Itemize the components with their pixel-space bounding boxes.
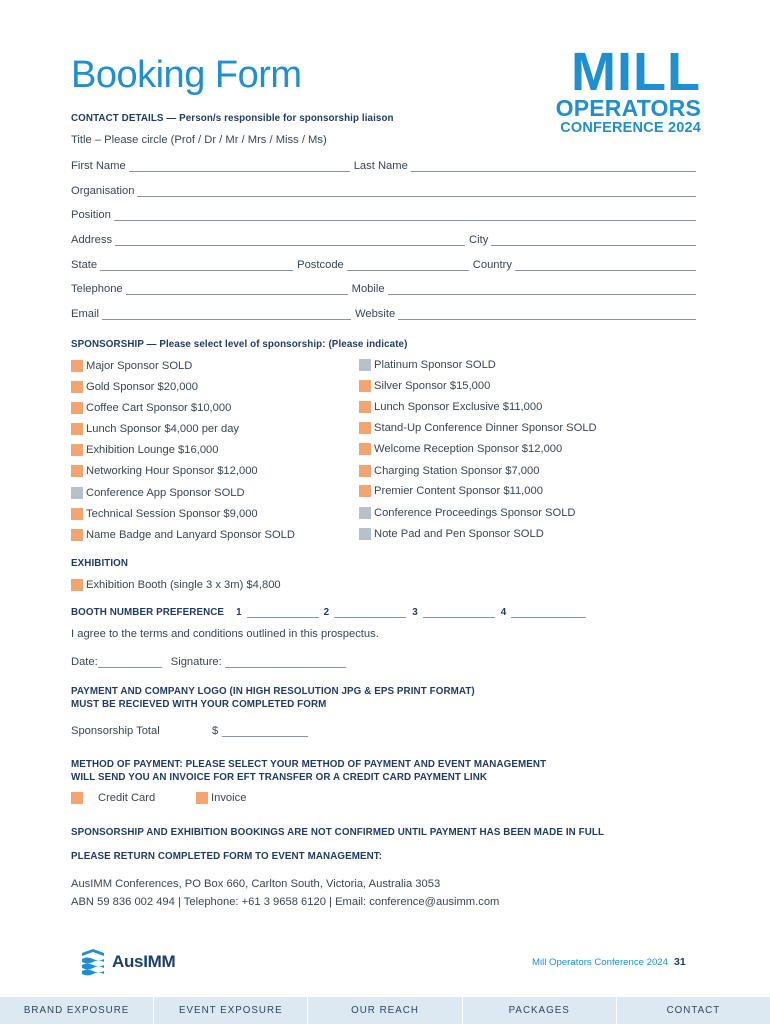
city-label: City xyxy=(469,234,489,246)
sponsorship-option-label: Platinum Sponsor SOLD xyxy=(374,359,496,371)
state-row xyxy=(71,255,696,271)
sponsorship-option[interactable] xyxy=(359,400,542,414)
ausimm-wordmark: AusIMM xyxy=(112,952,176,971)
sponsorship-heading: SPONSORSHIP — Please select level of sponsorship: (Please indicate) xyxy=(71,339,408,350)
checkbox-icon[interactable] xyxy=(71,360,83,372)
sponsorship-option[interactable] xyxy=(359,464,539,478)
booth-choice-4-label: 4 xyxy=(500,607,507,618)
logo-line-2: OPERATORS xyxy=(555,95,701,121)
position-row xyxy=(71,205,696,221)
address-field[interactable] xyxy=(115,235,465,246)
sponsorship-option-label: Premier Content Sponsor $11,000 xyxy=(374,485,543,497)
checkbox-icon[interactable] xyxy=(71,529,83,541)
checkbox-icon[interactable] xyxy=(359,401,371,413)
checkbox-icon[interactable] xyxy=(71,381,83,393)
payment-method-heading-1: METHOD OF PAYMENT: PLEASE SELECT YOUR METHOD OF PAYMENT AND EVENT MANAGEMENT xyxy=(71,759,547,770)
sponsorship-option-label: Lunch Sponsor $4,000 per day xyxy=(86,423,240,435)
checkbox-icon[interactable] xyxy=(71,579,83,591)
checkbox-icon[interactable] xyxy=(71,444,83,456)
country-field[interactable] xyxy=(515,260,696,271)
booth-preference-row xyxy=(71,607,586,618)
sponsorship-option[interactable] xyxy=(359,484,543,498)
not-confirmed-notice: SPONSORSHIP AND EXHIBITION BOOKINGS ARE NOT CONFIRMED UNTIL PAYMENT HAS BEEN MADE IN FULL xyxy=(71,827,605,838)
ausimm-logo xyxy=(79,948,175,976)
sponsorship-option[interactable] xyxy=(71,380,198,394)
checkbox-icon[interactable] xyxy=(71,487,83,499)
postcode-field[interactable] xyxy=(347,260,469,271)
sponsorship-total-row xyxy=(212,725,308,737)
terms-agreement: I agree to the terms and conditions outlined in this prospectus. xyxy=(71,628,379,640)
checkbox-icon[interactable] xyxy=(359,359,371,371)
sponsorship-option-label: Lunch Sponsor Exclusive $11,000 xyxy=(374,401,543,413)
nav-tab-packages[interactable]: PACKAGES xyxy=(463,997,617,1024)
position-field[interactable] xyxy=(114,210,696,221)
nav-tab-our-reach[interactable]: OUR REACH xyxy=(308,997,462,1024)
booth-choice-4-field[interactable] xyxy=(511,608,586,618)
invoice-option[interactable] xyxy=(196,791,246,805)
checkbox-icon[interactable] xyxy=(71,792,83,804)
address-row xyxy=(71,230,696,246)
sponsorship-option[interactable] xyxy=(359,421,597,435)
email-field[interactable] xyxy=(102,309,351,320)
page-number: 31 xyxy=(673,956,686,968)
sponsorship-option-label: Welcome Reception Sponsor $12,000 xyxy=(374,443,563,455)
return-form-notice: PLEASE RETURN COMPLETED FORM TO EVENT MANAGEMENT: xyxy=(71,851,383,862)
sponsorship-option[interactable] xyxy=(71,486,245,500)
telephone-field[interactable] xyxy=(126,284,348,295)
sponsorship-option[interactable] xyxy=(359,379,490,393)
sponsorship-option[interactable] xyxy=(359,527,544,541)
telephone-row xyxy=(71,279,696,295)
date-label: Date: xyxy=(71,656,98,668)
credit-card-option[interactable] xyxy=(71,791,155,805)
checkbox-icon[interactable] xyxy=(359,380,371,392)
last-name-field[interactable] xyxy=(411,161,696,172)
website-label: Website xyxy=(354,308,396,320)
website-field[interactable] xyxy=(398,309,696,320)
sponsorship-option-label: Exhibition Lounge $16,000 xyxy=(86,444,219,456)
sponsorship-option-label: Technical Session Sponsor $9,000 xyxy=(86,508,258,520)
address-label: Address xyxy=(71,234,113,246)
footer-conference-name: Mill Operators Conference 2024 xyxy=(532,957,668,968)
payment-logo-heading-2: MUST BE RECIEVED WITH YOUR COMPLETED FORM xyxy=(71,699,327,710)
sponsorship-option[interactable] xyxy=(71,422,239,436)
signature-field[interactable] xyxy=(225,658,346,668)
mobile-field[interactable] xyxy=(388,284,696,295)
payment-method-heading-2: WILL SEND YOU AN INVOICE FOR EFT TRANSFER OR A CREDIT CARD PAYMENT LINK xyxy=(71,772,488,783)
sponsorship-option-label: Conference Proceedings Sponsor SOLD xyxy=(374,507,576,519)
ausimm-wave-icon xyxy=(79,948,107,976)
nav-tab-brand-exposure[interactable]: BRAND EXPOSURE xyxy=(0,997,154,1024)
sponsorship-option[interactable] xyxy=(359,442,562,456)
booth-choice-2-field[interactable] xyxy=(334,608,406,618)
page-footer xyxy=(532,956,686,968)
booth-preference-label: BOOTH NUMBER PREFERENCE xyxy=(71,607,225,618)
country-label: Country xyxy=(472,259,512,271)
checkbox-icon[interactable] xyxy=(71,465,83,477)
currency-symbol: $ xyxy=(212,725,219,737)
name-row xyxy=(71,156,696,172)
state-label: State xyxy=(71,259,98,271)
sponsorship-option-label: Stand-Up Conference Dinner Sponsor SOLD xyxy=(374,422,597,434)
organisation-label: Organisation xyxy=(71,185,135,197)
nav-tab-event-exposure[interactable]: EVENT EXPOSURE xyxy=(154,997,308,1024)
sponsorship-option-label: Coffee Cart Sponsor $10,000 xyxy=(86,402,232,414)
checkbox-icon[interactable] xyxy=(359,485,371,497)
bottom-navigation xyxy=(0,997,770,1024)
checkbox-icon[interactable] xyxy=(71,423,83,435)
date-field[interactable] xyxy=(98,658,162,668)
first-name-field[interactable] xyxy=(129,161,350,172)
exhibition-heading: EXHIBITION xyxy=(71,558,129,569)
sponsorship-option-label: Gold Sponsor $20,000 xyxy=(86,381,198,393)
city-field[interactable] xyxy=(491,235,696,246)
invoice-label: Invoice xyxy=(211,792,247,804)
checkbox-icon[interactable] xyxy=(71,402,83,414)
payment-logo-heading-1: PAYMENT AND COMPANY LOGO (IN HIGH RESOLUTION JPG & EPS PRINT FORMAT) xyxy=(71,686,475,697)
sponsorship-option-label: Name Badge and Lanyard Sponsor SOLD xyxy=(86,529,295,541)
last-name-label: Last Name xyxy=(353,160,408,172)
conference-logo xyxy=(551,42,701,136)
sponsorship-option-label: Major Sponsor SOLD xyxy=(86,360,193,372)
sponsorship-option[interactable] xyxy=(359,506,576,520)
sponsorship-option-label: Conference App Sponsor SOLD xyxy=(86,487,245,499)
checkbox-icon[interactable] xyxy=(359,443,371,455)
contact-details-line: ABN 59 836 002 494 | Telephone: +61 3 9658 6120 | Email: conference@ausimm.com xyxy=(71,896,500,908)
first-name-label: First Name xyxy=(71,160,126,172)
email-row xyxy=(71,304,696,320)
booth-choice-1-label: 1 xyxy=(236,607,242,618)
sponsorship-total-field[interactable] xyxy=(222,727,308,737)
sponsorship-option[interactable] xyxy=(71,528,295,542)
sponsorship-option[interactable] xyxy=(71,401,231,415)
sponsorship-option[interactable] xyxy=(359,358,496,372)
sponsorship-option-label: Note Pad and Pen Sponsor SOLD xyxy=(374,528,544,540)
booth-choice-1-field[interactable] xyxy=(247,608,319,618)
exhibition-booth-label: Exhibition Booth (single 3 x 3m) $4,800 xyxy=(86,579,281,591)
page-title: Booking Form xyxy=(71,54,302,96)
booth-choice-2-label: 2 xyxy=(323,607,330,618)
organisation-field[interactable] xyxy=(137,186,696,197)
booth-choice-3-label: 3 xyxy=(412,607,418,618)
postcode-label: Postcode xyxy=(297,259,344,271)
date-signature-row xyxy=(71,656,346,668)
credit-card-label: Credit Card xyxy=(98,792,156,804)
state-field[interactable] xyxy=(100,260,293,271)
sponsorship-option-label: Networking Hour Sponsor $12,000 xyxy=(86,465,258,477)
logo-line-3: CONFERENCE 2024 xyxy=(560,120,701,136)
postal-address: AusIMM Conferences, PO Box 660, Carlton South, Victoria, Australia 3053 xyxy=(71,878,441,890)
checkbox-icon[interactable] xyxy=(359,422,371,434)
booth-choice-3-field[interactable] xyxy=(423,608,495,618)
contact-heading: CONTACT DETAILS — Person/s responsible for sponsorship liaison xyxy=(71,113,394,124)
checkbox-icon[interactable] xyxy=(196,792,208,804)
sponsorship-option-label: Silver Sponsor $15,000 xyxy=(374,380,491,392)
sponsorship-option[interactable] xyxy=(71,464,258,478)
checkbox-icon[interactable] xyxy=(359,465,371,477)
telephone-label: Telephone xyxy=(71,283,123,295)
position-label: Position xyxy=(71,209,111,221)
checkbox-icon[interactable] xyxy=(359,528,371,540)
sponsorship-total-label: Sponsorship Total xyxy=(71,725,160,737)
checkbox-icon[interactable] xyxy=(71,508,83,520)
email-label: Email xyxy=(71,308,99,320)
checkbox-icon[interactable] xyxy=(359,507,371,519)
logo-line-1: MILL xyxy=(571,42,701,102)
title-circle-line[interactable]: Title – Please circle (Prof / Dr / Mr / Mrs / Miss / Ms) xyxy=(71,134,327,146)
sponsorship-option[interactable] xyxy=(71,507,258,521)
sponsorship-option-label: Charging Station Sponsor $7,000 xyxy=(374,465,540,477)
organisation-row xyxy=(71,181,696,197)
mobile-label: Mobile xyxy=(351,283,385,295)
nav-tab-contact[interactable]: CONTACT xyxy=(666,1005,721,1016)
sponsorship-option[interactable] xyxy=(71,443,219,457)
signature-label: Signature: xyxy=(170,656,222,668)
exhibition-booth-option[interactable] xyxy=(71,578,281,592)
sponsorship-option[interactable] xyxy=(71,359,192,373)
